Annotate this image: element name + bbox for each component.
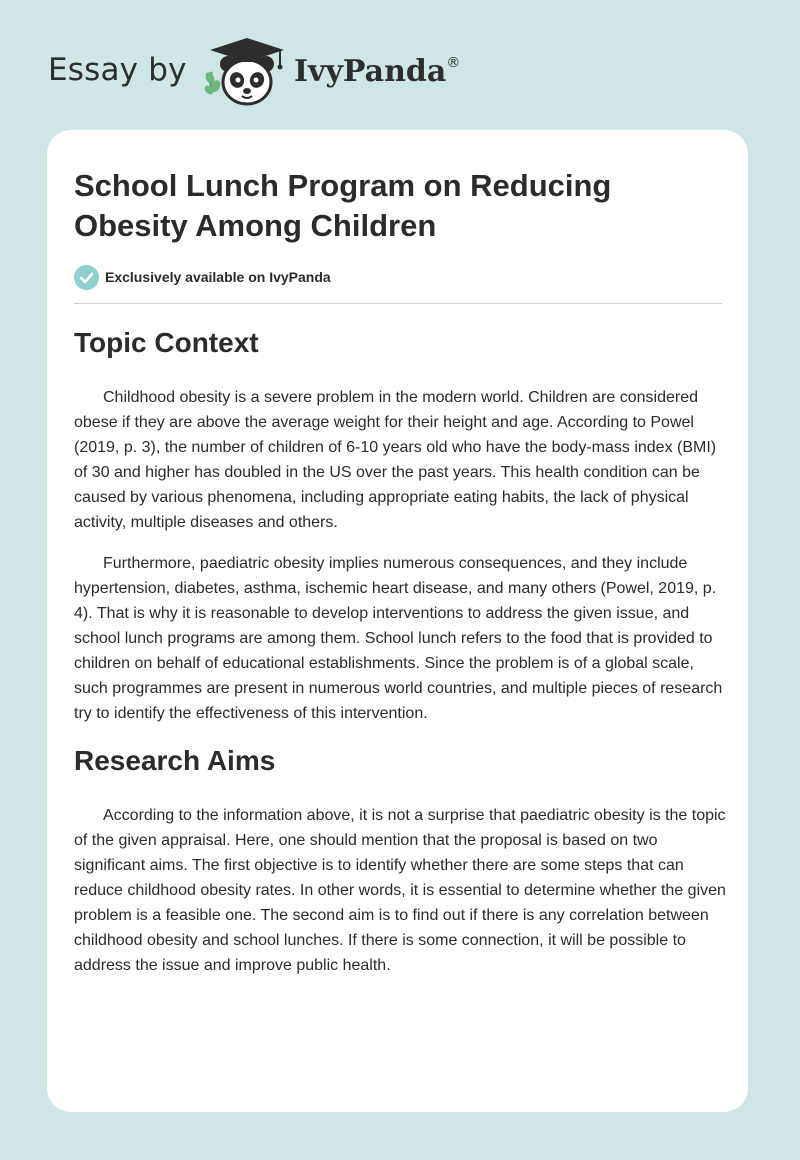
exclusive-badge [74,264,331,290]
paragraph: Childhood obesity is a severe problem in the modern world. Children are considered obese if they are above the average weight for their height and age. According to Powel (2019, p. 3), the number of children of 6-10 years old who have the body-mass index (BMI) of 30 and higher has doubled in the US over the past years. This health condition can be caused by various phenomena, including appropriate eating habits, the lack of physical activity, multiple diseases and others. [74,389,717,531]
paragraph: According to the information above, it is not a surprise that paediatric obesity is the topic of the given appraisal. Here, one should mention that the proposal is based on two significant aims. The first objective is to identify whether there are some steps that can reduce childhood obesity rates. In other words, it is essential to determine whether the given problem is a feasible one. The second aim is to find out if there is any correlation between childhood obesity and school lunches. If there is some connection, it will be possible to address the issue and improve public health. [74,807,726,974]
check-circle-icon [74,265,99,290]
panda-graduate-icon [200,34,292,110]
section-heading-research-aims: Research Aims [74,745,276,776]
page-title: School Lunch Program on Reducing Obesity Among Children [74,168,612,243]
title-divider [74,303,722,304]
site-header [0,0,800,130]
article-card [47,130,748,1112]
brand-name: IvyPanda® [294,54,461,89]
section-heading-topic-context: Topic Context [74,327,259,358]
exclusive-badge-label: Exclusively available on IvyPanda [105,269,331,285]
essay-by-label: Essay by [48,52,187,88]
paragraph: Furthermore, paediatric obesity implies numerous consequences, and they include hypertension, diabetes, asthma, ischemic heart disease, and many others (Powel, 2019, p. 4). That is why it is reasonable to develop interventions to address the given issue, and school lunch programs are among them. School lunch refers to the food that is provided to children on behalf of educational establishments. Since the problem is of a global scale, such programmes are present in numerous world countries, and multiple pieces of research try to identify the effectiveness of this intervention. [74,555,723,722]
